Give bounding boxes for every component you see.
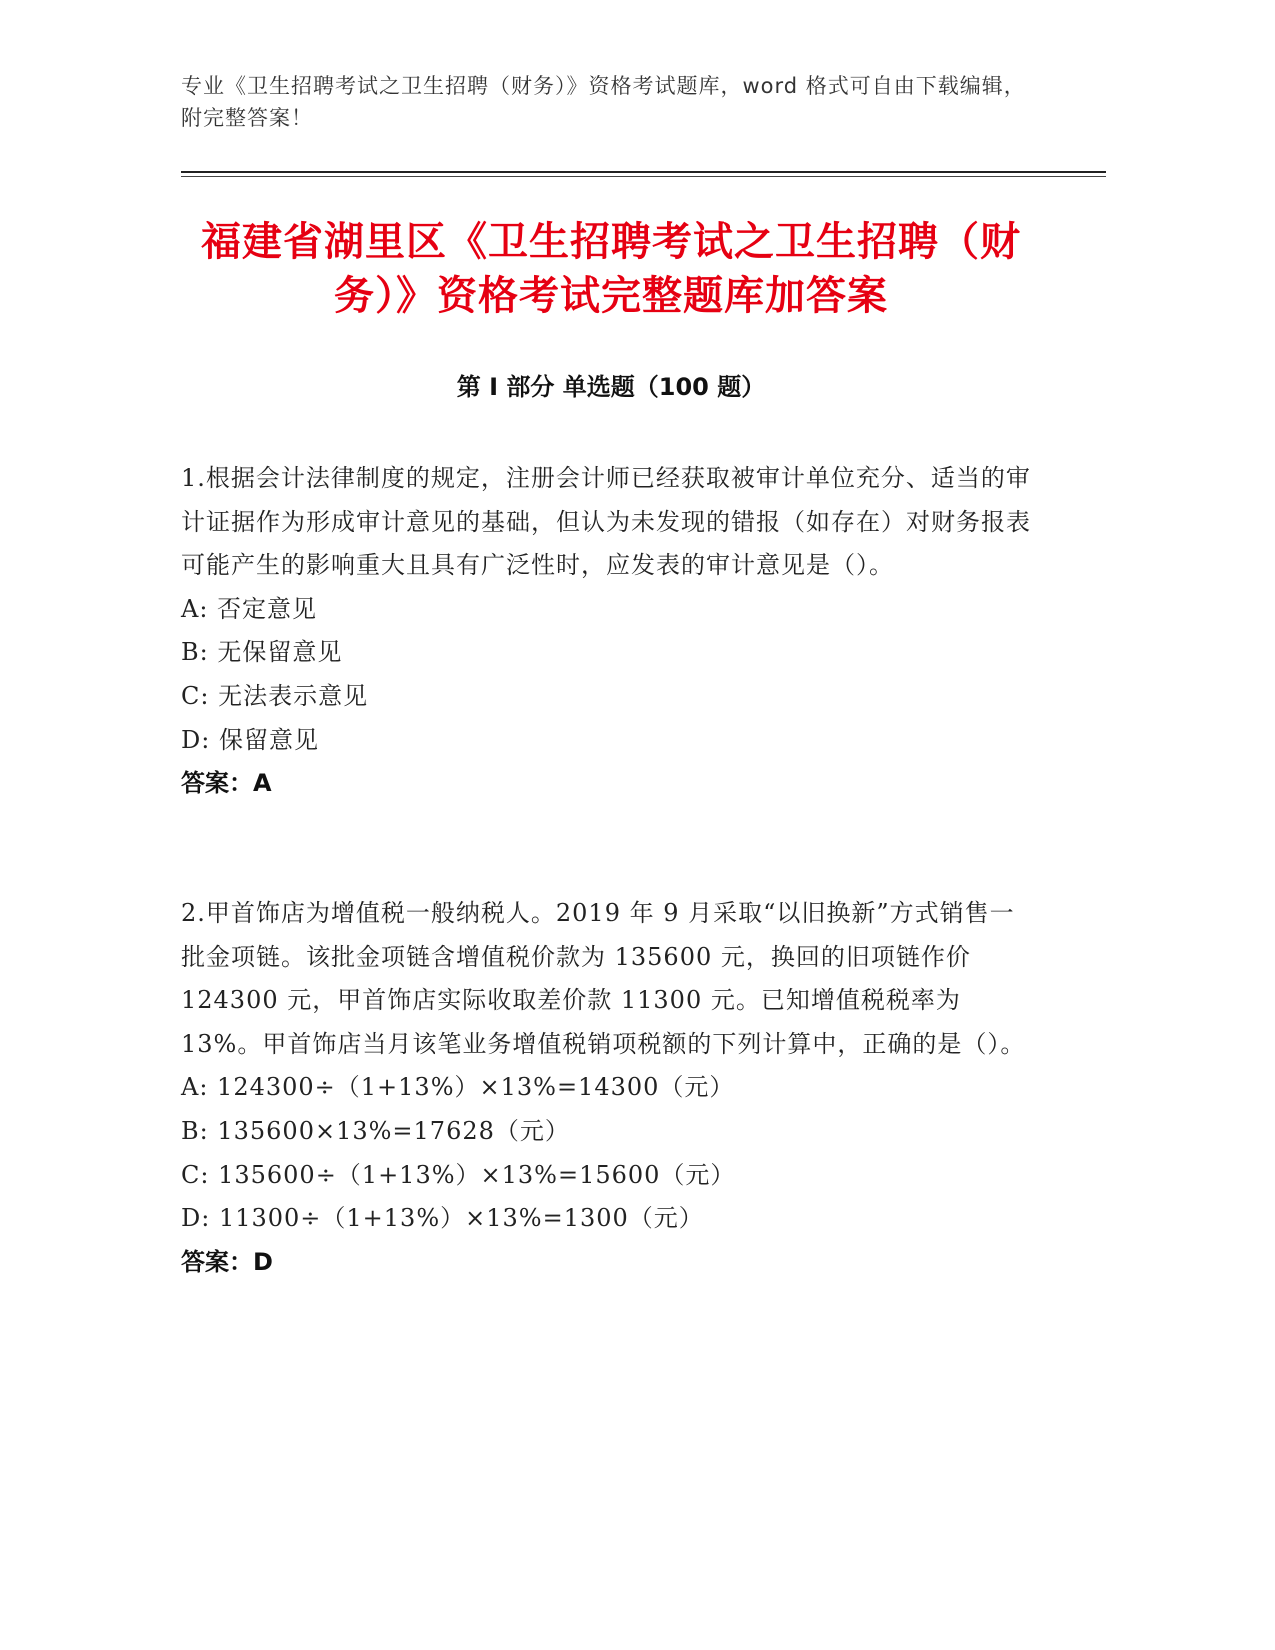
option-a: A: 否定意见 (181, 594, 318, 623)
option-c: C: 135600÷（1+13%）×13%=15600（元） (181, 1160, 736, 1189)
answer: 答案：A (181, 769, 272, 798)
header-divider-thin (181, 176, 1106, 177)
option-b: B: 135600×13%=17628（元） (181, 1116, 570, 1145)
question-text: 1.根据会计法律制度的规定，注册会计师已经获取被审计单位充分、适当的审计证据作为形成审计意见的基础，但认为未发现的错报（如存在）对财务报表可能产生的影响重大且具有广泛性时，应发表的审计意见是（）。 (181, 464, 1031, 580)
section-title: 第 I 部分 单选题（100 题） (456, 373, 766, 401)
option-d: D: 11300÷（1+13%）×13%=1300（元） (181, 1204, 704, 1233)
header-divider-thick (181, 171, 1106, 173)
question-text: 2.甲首饰店为增值税一般纳税人。2019 年 9 月采取“以旧换新”方式销售一批金项链。该批金项链含增值税价款为 135600 元，换回的旧项链作价 124300 元，甲首饰店实际收取差价款 11300 元。已知增值税税率为 13%。甲首饰店当月该笔业务增值税销项税额的下列计算中，正确的是（）。 (181, 899, 1026, 1058)
option-a: A: 124300÷（1+13%）×13%=14300（元） (181, 1073, 735, 1102)
answer: 答案：D (181, 1247, 273, 1276)
question-2 (181, 892, 1031, 1284)
option-d: D: 保留意见 (181, 725, 319, 754)
document-title: 福建省湖里区《卫生招聘考试之卫生招聘（财务）》资格考试完整题库加答案 (201, 219, 1021, 319)
option-c: C: 无法表示意见 (181, 681, 369, 710)
header-note: 专业《卫生招聘考试之卫生招聘（财务）》资格考试题库，word 格式可自由下载编辑，附完整答案！ (181, 74, 1026, 130)
option-b: B: 无保留意见 (181, 638, 343, 667)
question-1 (181, 457, 1031, 806)
